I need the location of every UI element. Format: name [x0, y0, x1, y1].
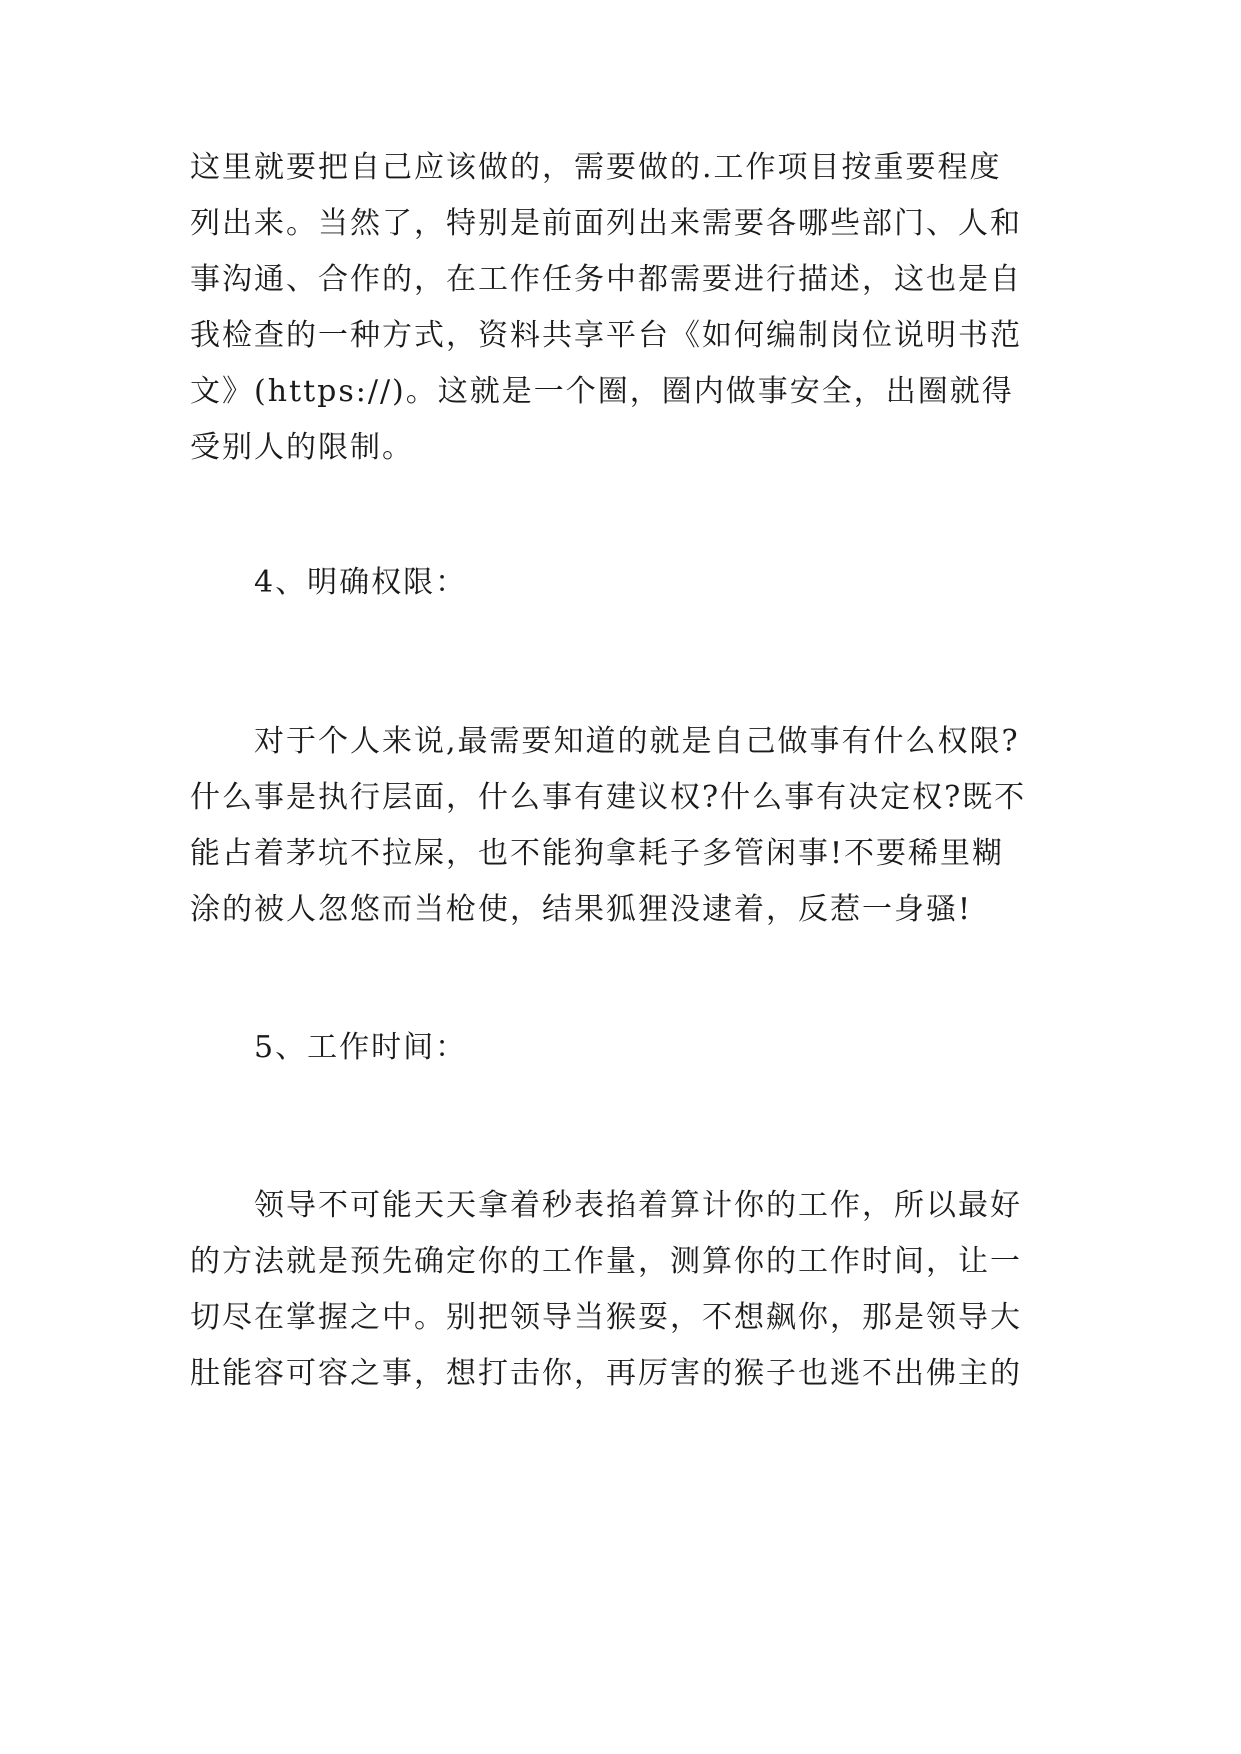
- heading-text: 4、明确权限：: [254, 565, 468, 600]
- paragraph-authority: [190, 714, 1052, 938]
- text-line: 的方法就是预先确定你的工作量，测算你的工作时间，让一: [190, 1244, 1022, 1279]
- heading-text: 5、工作时间：: [254, 1030, 468, 1065]
- text-line: 涂的被人忽悠而当枪使，结果狐狸没逮着，反惹一身骚!: [190, 892, 973, 927]
- text-line: 受别人的限制。: [190, 430, 414, 465]
- text-line: 领导不可能天天拿着秒表掐着算计你的工作，所以最好: [254, 1188, 1022, 1223]
- text-line: 肚能容可容之事，想打击你，再厉害的猴子也逃不出佛主的: [190, 1356, 1022, 1391]
- text-line: 什么事是执行层面，什么事有建议权?什么事有决定权?既不: [190, 780, 1027, 815]
- section-heading-authority: [190, 555, 1052, 611]
- text-line: 我检查的一种方式，资料共享平台《如何编制岗位说明书范: [190, 318, 1022, 353]
- text-line: 文》(https://)。这就是一个圈，圈内做事安全，出圈就得: [190, 374, 1014, 409]
- text-line: 对于个人来说,最需要知道的就是自己做事有什么权限?: [254, 724, 1020, 759]
- text-line: 列出来。当然了，特别是前面列出来需要各哪些部门、人和: [190, 206, 1022, 241]
- paragraph-job-items: [190, 140, 1052, 476]
- text-line: 能占着茅坑不拉屎，也不能狗拿耗子多管闲事!不要稀里糊: [190, 836, 1005, 871]
- text-line: 事沟通、合作的，在工作任务中都需要进行描述，这也是自: [190, 262, 1022, 297]
- section-heading-work-time: [190, 1020, 1052, 1076]
- text-line: 这里就要把自己应该做的，需要做的.工作项目按重要程度: [190, 150, 1002, 185]
- paragraph-work-time: [190, 1178, 1052, 1402]
- text-line: 切尽在掌握之中。别把领导当猴耍，不想飙你，那是领导大: [190, 1300, 1022, 1335]
